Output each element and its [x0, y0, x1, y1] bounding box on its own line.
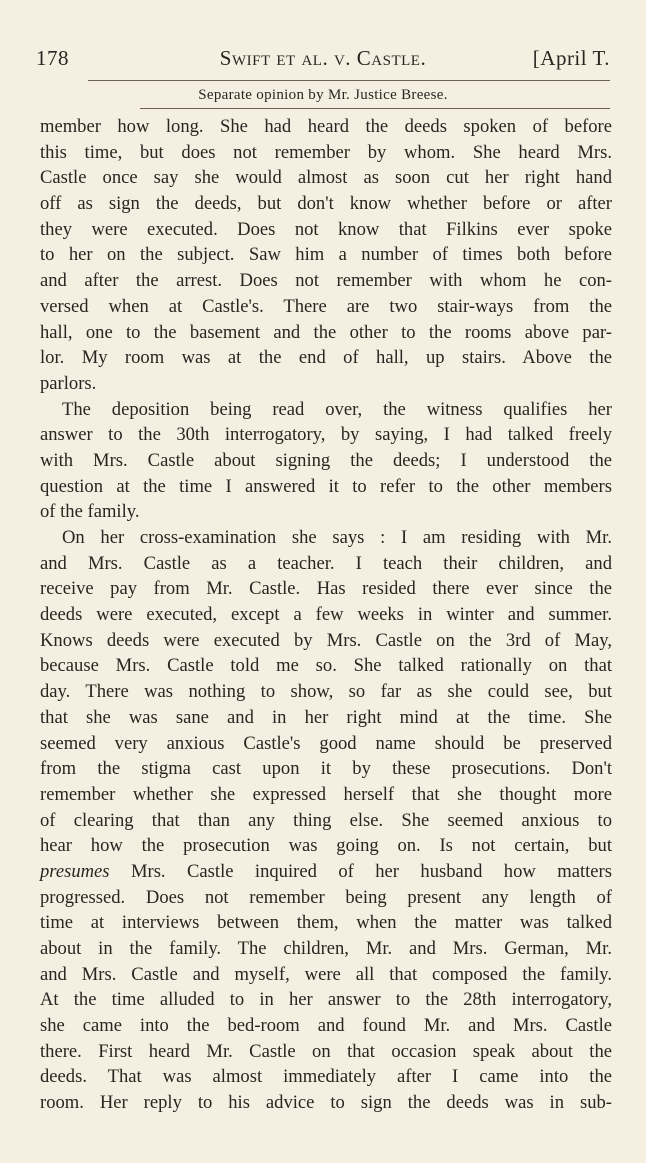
text-line: room. Her reply to his advice to sign the deeds was in sub- — [40, 1092, 612, 1114]
text-line: Knows deeds were executed by Mrs. Castle on the 3rd of May, — [40, 629, 612, 651]
text-line: On her cross-examination she says : I am residing with Mr. — [62, 527, 612, 548]
text-line: off as sign the deeds, but don't know whether before or after — [40, 193, 612, 215]
italic-word: presumes — [40, 860, 110, 882]
text-line: progressed. Does not remember being present any length of — [40, 886, 612, 908]
text-line: lor. My room was at the end of hall, up stairs. Above the — [40, 347, 612, 369]
term-label: [April T. — [532, 46, 610, 70]
header-rule-bottom — [140, 108, 610, 109]
text-line: versed when at Castle's. There are two stair-ways from the — [40, 295, 612, 317]
text-line: parlors. — [40, 372, 97, 394]
text-line: from the stigma cast upon it by these prosecutions. Don't — [40, 758, 612, 780]
text-line: The deposition being read over, the witness qualifies her — [62, 398, 612, 420]
opinion-subheading: Separate opinion by Mr. Justice Breese. — [198, 87, 448, 103]
text-line: she came into the bed-room and found Mr. and Mrs. Castle — [40, 1015, 612, 1037]
text-line: question at the time I answered it to refer to the other members — [40, 475, 612, 497]
case-title: Swift et al. v. Castle. — [219, 46, 427, 70]
text-line: of clearing that than any thing else. She seemed anxious to — [40, 809, 612, 831]
text-line: day. There was nothing to show, so far as she could see, but — [40, 681, 612, 703]
text-line: deeds were executed, except a few weeks in winter and summer. — [40, 604, 612, 626]
text-line: answer to the 30th interrogatory, by saying, I had talked freely — [40, 424, 612, 446]
text-line: Castle once say she would almost as soon cut her right hand — [40, 167, 612, 189]
text-line: with Mrs. Castle about signing the deeds; I understood the — [40, 449, 612, 471]
body-text — [40, 114, 612, 1116]
text-line: they were executed. Does not know that Filkins ever spoke — [40, 218, 612, 240]
text-line: seemed very anxious Castle's good name should be preserved — [40, 732, 612, 754]
text-line: member how long. She had heard the deeds spoken of before — [40, 116, 612, 137]
text-line: time at interviews between them, when the matter was talked — [40, 912, 612, 934]
text-line: of the family. — [40, 501, 140, 523]
header-rule-top — [88, 80, 610, 81]
running-head — [36, 46, 610, 76]
text-line: this time, but does not remember by whom. She heard Mrs. — [40, 141, 612, 163]
text-line: that she was sane and in her right mind at the time. She — [40, 706, 612, 728]
text-line-rest: Mrs. Castle inquired of her husband how matters — [109, 860, 612, 882]
text-line: and after the arrest. Does not remember with whom he con- — [40, 270, 612, 292]
text-line: hall, one to the basement and the other to the rooms above par- — [40, 321, 612, 343]
text-line: remember whether she expressed herself that she thought more — [40, 783, 612, 805]
text-line: and Mrs. Castle as a teacher. I teach their children, and — [40, 552, 612, 574]
page-number: 178 — [36, 46, 69, 70]
text-line: and Mrs. Castle and myself, were all that composed the family. — [40, 963, 612, 985]
text-line: to her on the subject. Saw him a number of times both before — [40, 244, 612, 266]
text-line-with-italic — [40, 859, 612, 885]
text-line: hear how the prosecution was going on. Is not certain, but — [40, 835, 612, 857]
text-line: about in the family. The children, Mr. and Mrs. German, Mr. — [40, 938, 612, 959]
text-line: because Mrs. Castle told me so. She talked rationally on that — [40, 655, 612, 677]
text-line: At the time alluded to in her answer to the 28th interrogatory, — [40, 989, 612, 1011]
text-line: there. First heard Mr. Castle on that occasion speak about the — [40, 1040, 612, 1062]
text-line: receive pay from Mr. Castle. Has resided there ever since the — [40, 578, 612, 600]
text-line: deeds. That was almost immediately after I came into the — [40, 1066, 612, 1088]
